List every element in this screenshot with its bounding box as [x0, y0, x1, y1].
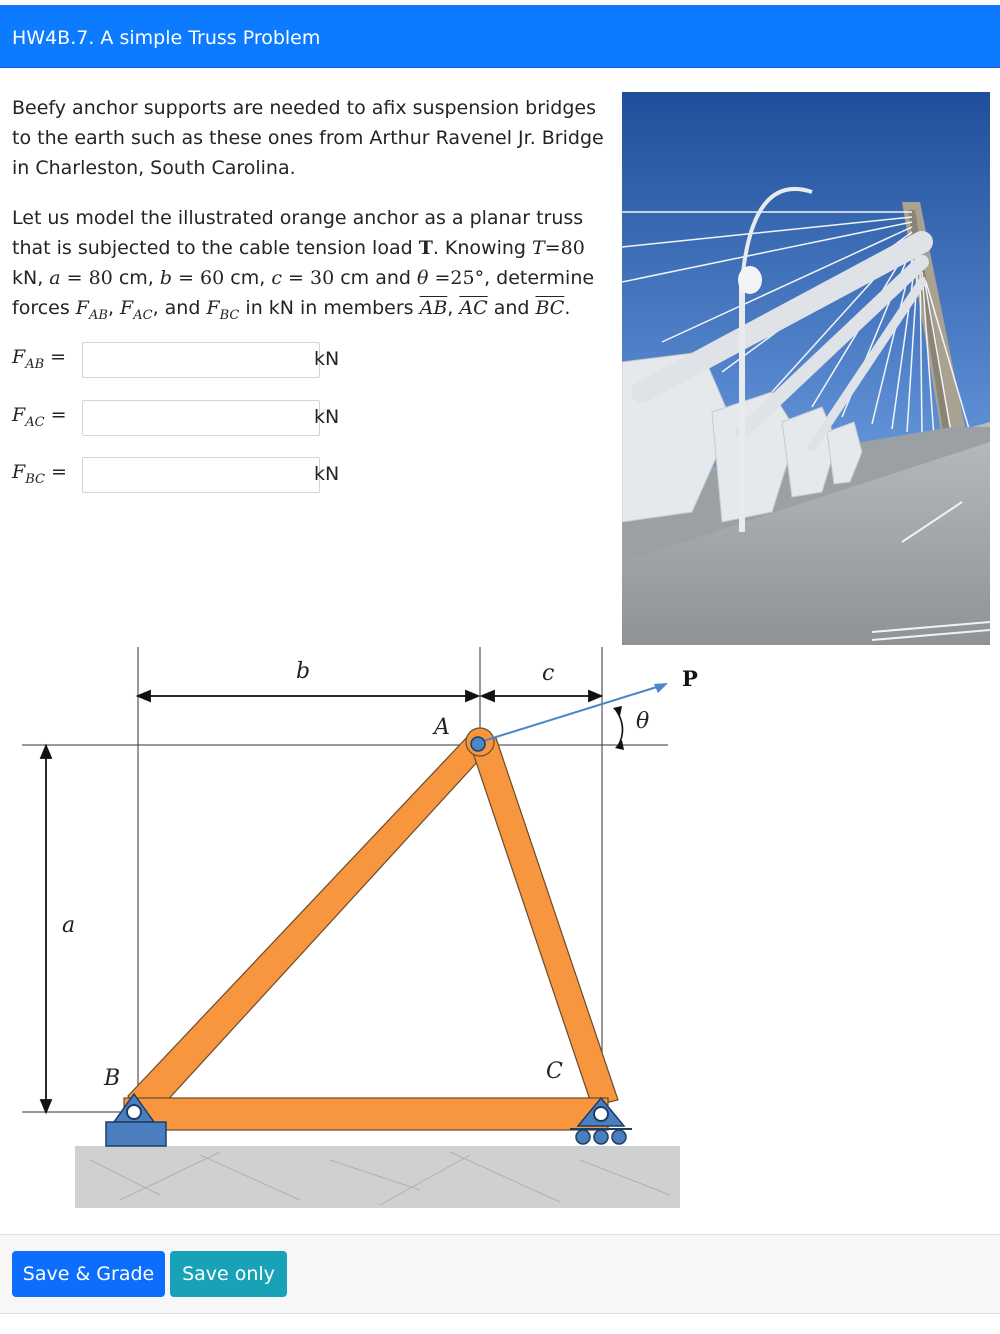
member-ab — [128, 734, 490, 1128]
unit-label: kN — [314, 348, 340, 370]
answer-label-fbc: $F_{BC}$ = — [12, 461, 67, 487]
label-c: c — [542, 661, 555, 686]
label-c-node: C — [546, 1059, 563, 1084]
label-p: P — [682, 666, 698, 691]
member-bc — [124, 1098, 608, 1130]
support-b — [106, 1122, 166, 1146]
pin-a — [471, 737, 485, 751]
answer-label-fac: $F_{AC}$ = — [12, 404, 67, 430]
save-grade-button[interactable]: Save & Grade — [12, 1251, 165, 1297]
bridge-photo — [622, 92, 990, 645]
label-b: b — [296, 659, 311, 684]
truss-diagram — [0, 640, 1000, 1220]
label-theta: θ — [636, 709, 650, 734]
fab-input[interactable] — [82, 342, 320, 378]
unit-label: kN — [314, 406, 340, 428]
label-a-node: A — [434, 715, 450, 740]
member-ac — [470, 738, 618, 1106]
save-only-button[interactable]: Save only — [170, 1251, 287, 1297]
label-b-node: B — [104, 1066, 121, 1091]
label-a: a — [62, 913, 76, 938]
answer-label-fab: $F_{AB}$ = — [12, 346, 67, 372]
fac-input[interactable] — [82, 400, 320, 436]
problem-paragraph: Let us model the illustrated orange anchor as a planar truss that is subjected to the cable tension load T. Knowing T=80 kN, a = 80 cm, b = 60 cm, c = 30 cm and θ =25°, determine forces $F_{AB}$, $F_{AC}$, and $F_{BC}$ in kN in members $\overline{AB}$, $\overline{AC}$ and $\overline{BC}$. — [12, 207, 595, 323]
question-footer — [0, 1234, 1000, 1314]
ground — [75, 1146, 680, 1208]
question-title: HW4B.7. A simple Truss Problem — [12, 27, 321, 49]
unit-label: kN — [314, 463, 340, 485]
fbc-input[interactable] — [82, 457, 320, 493]
question-header — [0, 5, 1000, 68]
intro-paragraph: Beefy anchor supports are needed to afix suspension bridges to the earth such as these ones from Arthur Ravenel Jr. Bridge in Charleston, South Carolina. — [12, 97, 604, 179]
